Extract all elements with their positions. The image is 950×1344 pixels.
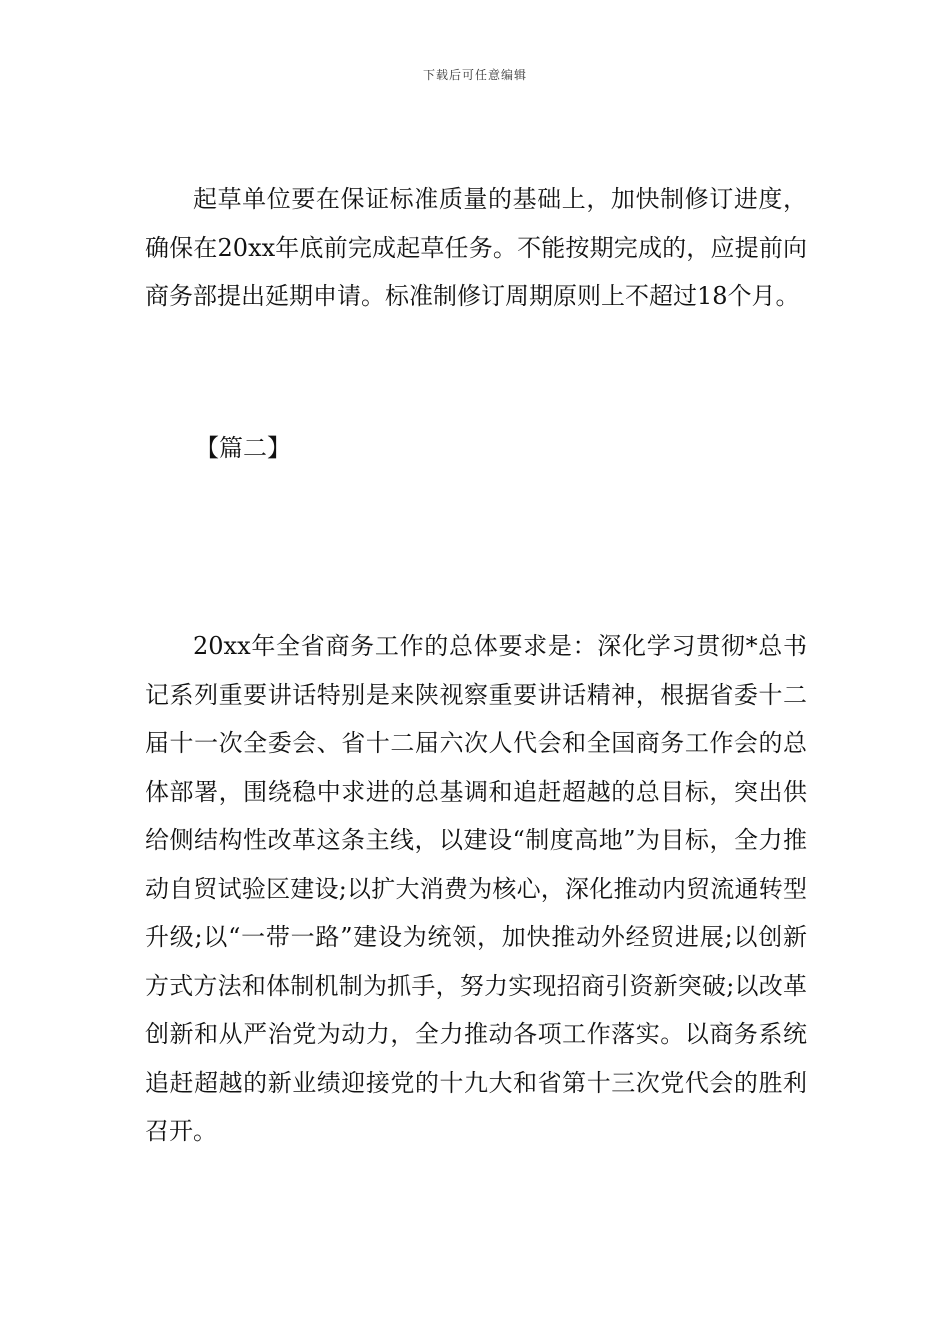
paragraph-overall-requirements: 20xx年全省商务工作的总体要求是：深化学习贯彻*总书记系列重要讲话特别是来陕视察重要讲话精神，根据省委十二届十一次全委会、省十二届六次人代会和全国商务工作会的总体部署，围绕稳中求进的总基调和追赶超越的总目标，突出供给侧结构性改革这条主线，以建设“制度高地”为目标，全力推动自贸试验区建设;以扩大消费为核心，深化推动内贸流通转型升级;以“一带一路”建设为统领，加快推动外经贸进展;以创新方式方法和体制机制为抓手，努力实现招商引资新突破;以改革创新和从严治党为动力，全力推动各项工作落实。以商务系统追赶超越的新业绩迎接党的十九大和省第十三次党代会的胜利召开。 [145,632,807,1145]
paragraph-drafting-requirements: 起草单位要在保证标准质量的基础上，加快制修订进度，确保在20xx年底前完成起草任务。不能按期完成的，应提前向商务部提出延期申请。标准制修订周期原则上不超过18个月。 [145,185,807,310]
header-note: 下载后可任意编辑 [422,68,527,82]
section-heading-part-two: 【篇二】 [195,434,291,462]
